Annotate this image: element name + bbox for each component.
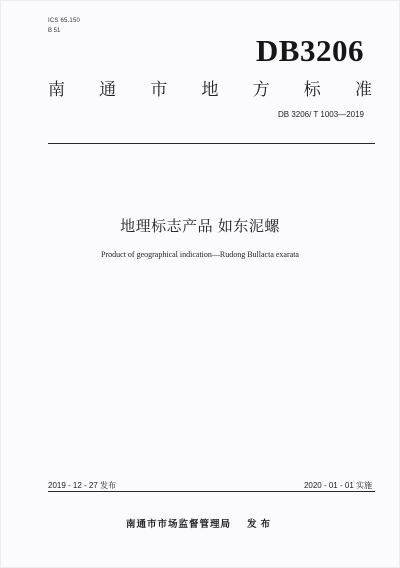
- document-title-chinese: 地理标志产品 如东泥螺: [120, 218, 280, 235]
- ics-code: ICS 65.150: [48, 18, 81, 24]
- bottom-divider: [48, 491, 375, 492]
- top-divider: [48, 143, 375, 144]
- standard-type-char: 方: [252, 80, 270, 99]
- publisher-action: 发布: [247, 519, 275, 530]
- ccs-code: B 51: [48, 28, 61, 34]
- standard-type-char: 准: [354, 80, 372, 99]
- standard-number: DB 3206/ T 1003—2019: [278, 110, 364, 119]
- db-code-logo: DB3206: [255, 33, 364, 68]
- publisher-line: [0, 519, 400, 531]
- standard-type-char: 地: [201, 80, 219, 99]
- standard-type-title: [48, 80, 372, 100]
- standard-type-char: 南: [48, 80, 65, 99]
- document-title-english: Product of geographical indication—Rudong Bullacta exarata: [101, 250, 299, 259]
- implementation-date: 2020 - 01 - 01 实施: [303, 481, 372, 490]
- standard-type-char: 通: [99, 80, 117, 99]
- publisher-name: 南通市市场监督管理局: [125, 519, 231, 530]
- standard-type-char: 标: [303, 80, 321, 99]
- standard-type-char: 市: [150, 80, 168, 99]
- issue-date: 2019 - 12 - 27 发布: [48, 481, 117, 490]
